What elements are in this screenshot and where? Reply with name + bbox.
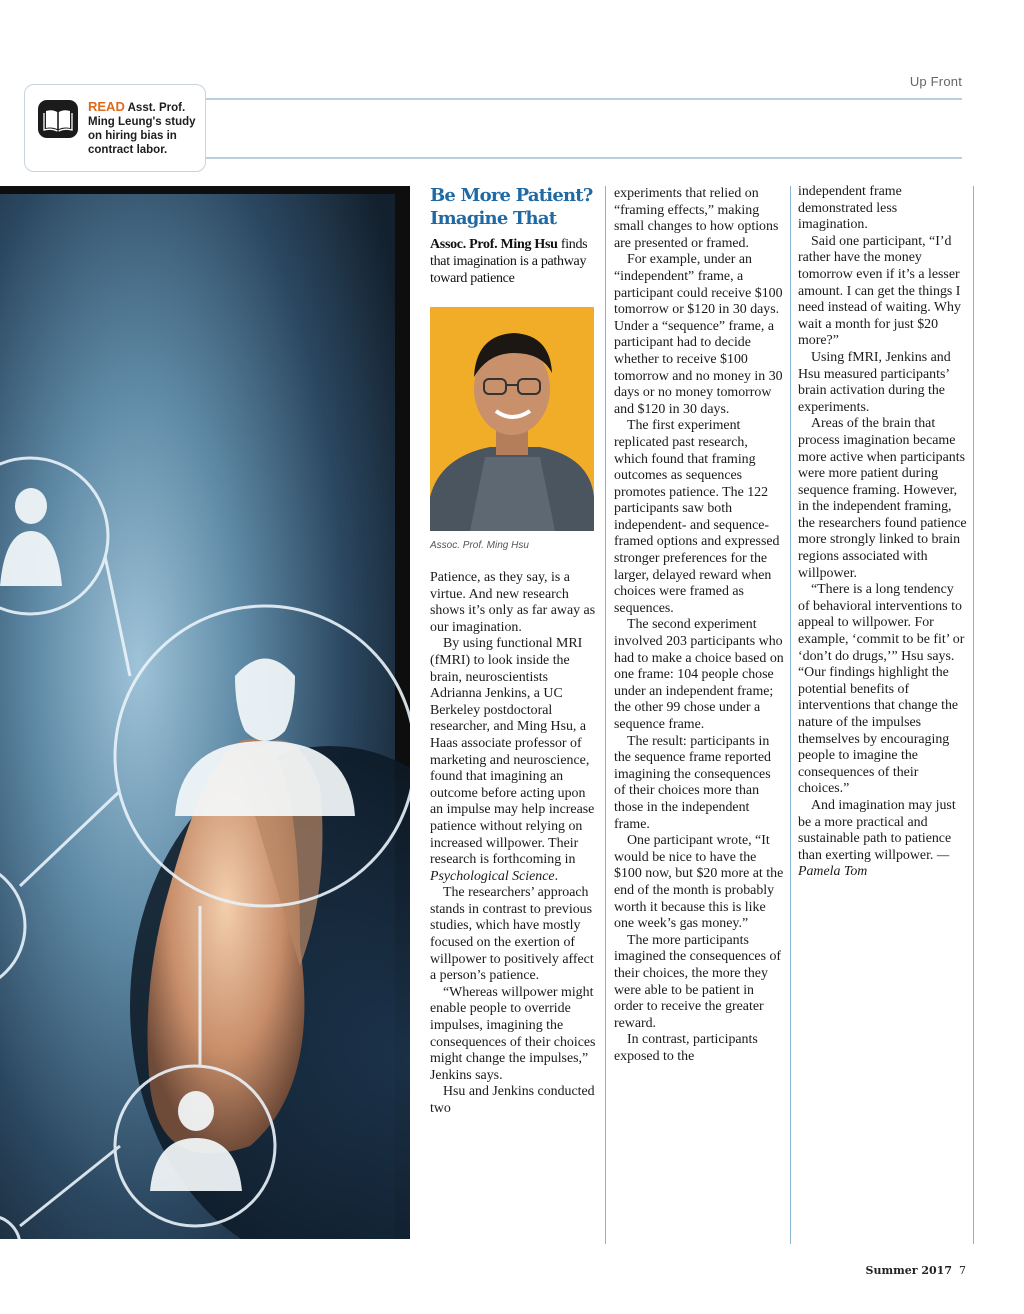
paragraph-end: . [554, 868, 559, 884]
paragraph: Patience, as they say, is a virtue. And new research shows it’s only as far away as our imagination. [430, 570, 596, 635]
paragraph: Said one participant, “I’d rather have the money tomorrow even if it’s a lesser amount. I can get the things I need instead of waiting. Why wait a month for just $20 more?” [798, 233, 961, 349]
paragraph: The first experiment replicated past research, which found that framing outcomes as sequences promotes patience. The 122 participants saw both independent- and sequence-framed options and expressed stronger preferences for the larger, delayed reward when choices were framed as sequences. [614, 418, 780, 616]
photo-caption: Assoc. Prof. Ming Hsu [430, 540, 529, 551]
network-people-icon [0, 186, 410, 1239]
paragraph: independent frame demonstrated less imagination. [798, 184, 902, 233]
paragraph: One participant wrote, “It would be nice to have the $100 now, but $20 more at the end of the month is probably worth it because this is like one week’s gas money.” [614, 833, 784, 932]
paragraph-text: And imagination may just be a more practical and sustainable path to patience than exerting willpower. [798, 797, 956, 863]
article-column-1 [430, 570, 598, 1118]
paragraph [430, 636, 598, 885]
author-portrait [430, 307, 594, 531]
hero-image [0, 186, 410, 1239]
paragraph: Areas of the brain that process imagination became more active when participants were more patient during sequence framing. However, in the independent framing, the researchers found patience more strongly linked to brain regions associated with willpower. [798, 416, 967, 581]
article-deck [430, 236, 602, 287]
column-divider [973, 186, 974, 1244]
journal-title: Psychological Science [430, 868, 555, 884]
headline-line: Be More Patient? [430, 185, 593, 206]
paragraph-text: By using functional MRI (fMRI) to look inside the brain, neuroscientists Adrianna Jenkins, a UC Berkeley postdoctoral researcher, and Ming Hsu, a Haas associate professor of marketing and neuroscience, found that imagining an outcome before acting upon an impulse may help increase patience without relying on increased willpower. Their research is forthcoming in [430, 636, 595, 868]
byline: —Pamela Tom [798, 847, 950, 880]
paragraph: The second experiment involved 203 participants who had to make a choice based on one frame: 104 people chose under an independent frame; the other 99 chose under a sequence frame. [614, 617, 784, 732]
paragraph: “There is a long tendency of behavioral interventions to appeal to willpower. For example, ‘commit to be fit’ or ‘don’t do drugs,’” Hsu says. “Our findings highlight the potential benefits of interventions that change the nature of the impulses themselves by encouraging people to imagine the consequences of their choices.” [798, 582, 965, 797]
paragraph: The more participants imagined the consequences of their choices, the more they were able to be patient in order to receive the greater reward. [614, 932, 782, 1031]
deck-author: Assoc. Prof. Ming Hsu [430, 237, 558, 252]
article-headline [430, 184, 605, 230]
column-divider [605, 186, 606, 1244]
read-keyword: READ [88, 99, 125, 114]
paragraph: For example, under an “independent” frame, a participant could receive $100 tomorrow or $120 in 30 days. Under a “sequence” frame, a participant had to decide whether to receive $100 tomorrow and no money in 30 days or no money tomorrow and $120 in 30 days. [614, 252, 783, 417]
page-footer [866, 1264, 966, 1277]
paragraph: The result: participants in the sequence frame reported imagining the consequences of their choices more than those in the independent frame. [614, 733, 771, 832]
headline-line: Imagine That [430, 208, 557, 229]
paragraph: Hsu and Jenkins conducted two [430, 1084, 595, 1116]
paragraph [798, 798, 968, 881]
issue-label: Summer 2017 [865, 1264, 952, 1277]
header-rule-lower [206, 157, 962, 159]
article-column-2 [614, 186, 784, 1065]
read-description: Asst. Prof. Ming Leung's study on hiring bias in contract labor. [88, 102, 196, 156]
paragraph: “Whereas willpower might enable people to override impulses, imagining the consequences of their choices might change the impulses,” Jenkins says. [430, 984, 596, 1083]
paragraph: In contrast, participants exposed to the [614, 1032, 758, 1064]
article-column-3 [798, 184, 968, 881]
paragraph: Using fMRI, Jenkins and Hsu measured participants’ brain activation during the experiments. [798, 349, 951, 415]
deck-text: finds that imagination is a pathway toward patience [430, 237, 588, 286]
header-rule [206, 98, 962, 100]
read-callout-text [88, 100, 204, 157]
section-label: Up Front [909, 74, 962, 89]
open-book-icon [38, 100, 78, 138]
paragraph: experiments that relied on “framing effects,” making small changes to how options are presented or framed. [614, 186, 779, 251]
paragraph: The researchers’ approach stands in contrast to previous studies, which have mostly focused on the exertion of willpower to positively affect a person’s patience. [430, 885, 594, 984]
page-number: 7 [959, 1264, 966, 1277]
column-divider [790, 186, 791, 1244]
